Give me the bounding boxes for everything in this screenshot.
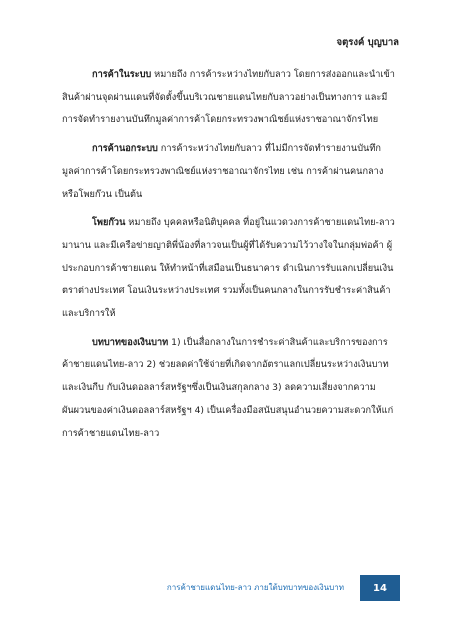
- definition-text: หมายถึง การค้าระหว่างไทยกับลาว โดยการส่งออกและนำเข้าสินค้าผ่านจุดผ่านแดนที่จัดตั้งขึ้นบริเวณชายแดนไทยกับลาวอย่างเป็นทางการ และมีการจัดทำรายงานบันทึกมูลค่าการค้าโดยกระทรวงพาณิชย์แห่งราชอาณาจักรไทย: [62, 69, 395, 126]
- author-header: จตุรงค์ บุญบาล: [336, 37, 399, 48]
- term-formal-trade: การค้าในระบบ: [92, 69, 152, 80]
- definition-informal-trade: [62, 138, 395, 206]
- footer-title: การค้าชายแดนไทย-ลาว ภายใต้บทบาทของเงินบาท: [166, 583, 344, 592]
- page-footer: [150, 575, 400, 599]
- term-baht-role: บทบาทของเงินบาท: [92, 336, 169, 348]
- definition-text: 1) เป็นสื่อกลางในการชำระค่าสินค้าและบริการของการค้าชายแดนไทย-ลาว 2) ช่วยลดค่าใช้จ่ายที่เกิดจากอัตราแลกเปลี่ยนระหว่างเงินบาทและเงินกีบ กับเงินดอลลาร์สหรัฐฯซึ่งเป็นเงินสกุลกลาง 3) ลดความเสี่ยงจากความผันผวนของค่าเงินดอลลาร์สหรัฐฯ 4) เป็นเครื่องมือสนับสนุนอำนวยความสะดวกให้แก่การค้าชายแดนไทย-ลาว: [62, 336, 394, 439]
- document-body: [62, 64, 395, 451]
- term-informal-trade: การค้านอกระบบ: [92, 143, 158, 155]
- page-number: 14: [360, 575, 400, 601]
- definition-text: หมายถึง บุคคลหรือนิติบุคคล ที่อยู่ในแวดวงการค้าชายแดนไทย-ลาว มานาน และมีเครือข่ายญาติพี่น้องที่ลาวจนเป็นผู้ที่ได้รับความไว้วางใจในกลุ่มพ่อค้า ผู้ประกอบการค้าชายแดน ให้ทำหน้าที่เสมือนเป็นธนาคาร ดำเนินการรับแลกเปลี่ยนเงินตราต่างประเทศ โอนเงินระหว่างประเทศ รวมทั้งเป็นคนกลางในการรับชำระค่าสินค้าและบริการให้: [62, 217, 395, 320]
- definition-formal-trade: [62, 64, 395, 132]
- term-poi-kuan: โพยก๊วน: [92, 217, 126, 229]
- definition-poi-kuan: [62, 212, 395, 326]
- definition-baht-role: [62, 332, 395, 446]
- definition-text: การค้าระหว่างไทยกับลาว ที่ไม่มีการจัดทำรายงานบันทึกมูลค่าการค้าโดยกระทรวงพาณิชย์แห่งราชอาณาจักรไทย เช่น การค้าผ่านคนกลาง หรือโพยก๊วน เป็นต้น: [62, 143, 384, 200]
